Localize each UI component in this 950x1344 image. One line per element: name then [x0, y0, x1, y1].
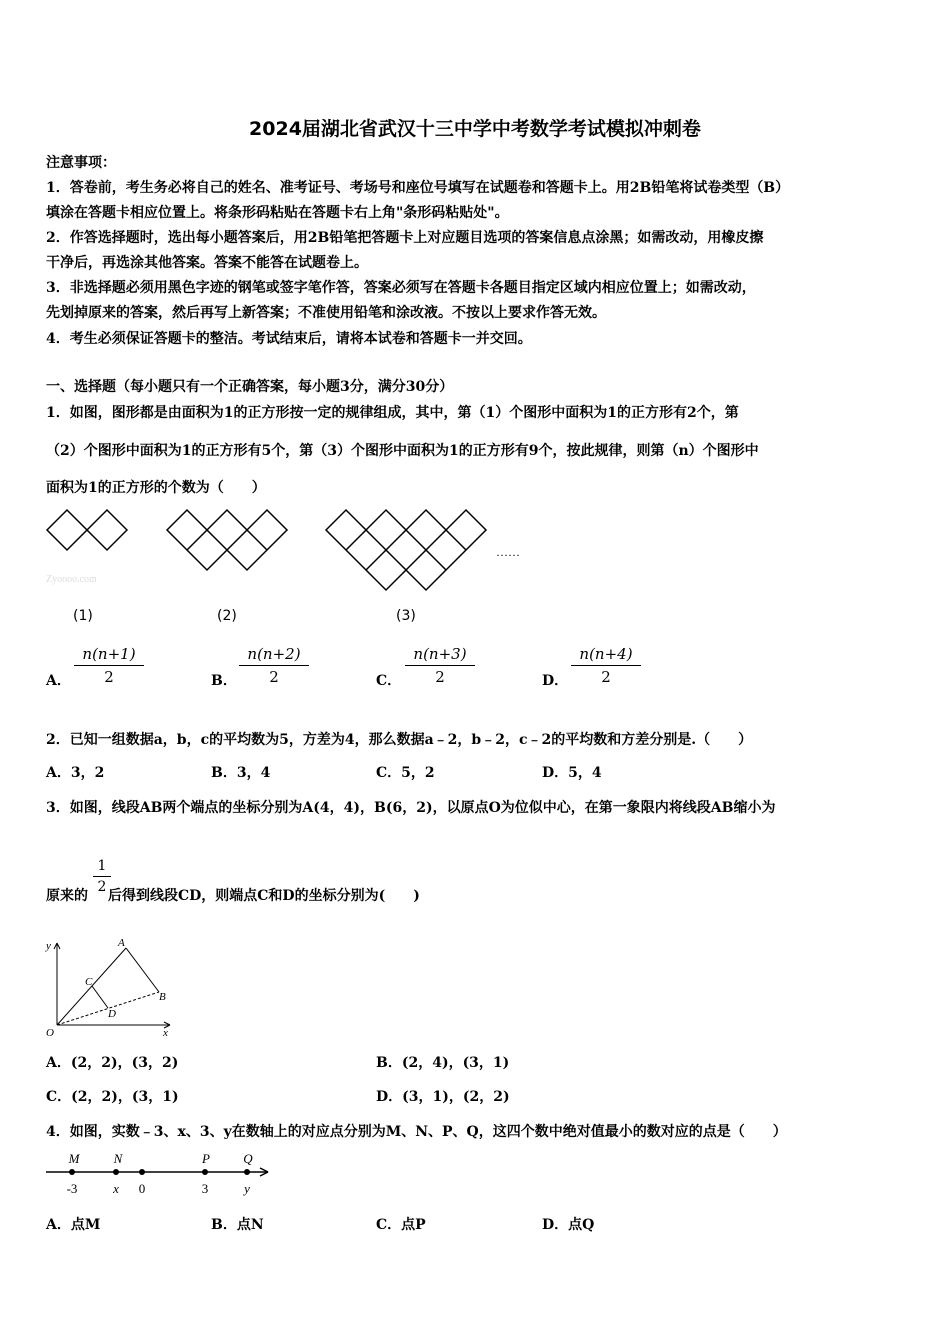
q3-option-d: D．(3，1)，(2，2): [376, 1089, 510, 1105]
q2-option-c: C．5，2: [376, 765, 435, 781]
point-value: y: [244, 1181, 250, 1196]
figure-caption: (2): [217, 608, 237, 624]
notice-line: 1．答卷前，考生务必将自己的姓名、准考证号、考场号和座位号填写在试题卷和答题卡上。用2B铅笔将试卷类型（B）: [46, 180, 790, 196]
option-b-fraction: [239, 645, 309, 686]
point-label-N: N: [113, 1151, 123, 1166]
fraction-denominator: 2: [601, 668, 611, 686]
q1-text: 面积为1的正方形的个数为（ ）: [46, 480, 266, 496]
option-c-fraction: [405, 645, 475, 686]
page-title: 2024届湖北省武汉十三中学中考数学考试模拟冲刺卷: [249, 118, 701, 140]
q4-number-line-figure: [40, 1145, 280, 1200]
ellipsis: ……: [496, 545, 520, 559]
q1-square-pattern-figure: [40, 500, 540, 630]
figure-caption: (1): [73, 608, 93, 624]
q1-text: 1．如图，图形都是由面积为1的正方形按一定的规律组成，其中，第（1）个图形中面积为1的正方形有2个，第: [46, 405, 739, 421]
option-b-label: B．: [211, 673, 237, 689]
q3-option-b: B．(2，4)，(3，1): [376, 1055, 510, 1071]
figure-caption: (3): [396, 608, 416, 624]
axis-label-x: x: [163, 1027, 168, 1039]
fraction-numerator: n(n+2): [239, 645, 309, 666]
point-value: x: [113, 1181, 119, 1196]
fraction-numerator: n(n+4): [571, 645, 641, 666]
notice-line: 4．考生必须保证答题卡的整洁。考试结束后，请将本试卷和答题卡一并交回。: [46, 331, 532, 347]
point-dot: [69, 1169, 75, 1175]
fraction-numerator: n(n+3): [405, 645, 475, 666]
segment-AB: [126, 948, 159, 992]
q3-coordinate-figure: [40, 935, 180, 1040]
point-label-C: C: [85, 976, 93, 988]
point-label-M: M: [68, 1151, 80, 1166]
q2-option-d: D．5，4: [542, 765, 602, 781]
option-d-fraction: [571, 645, 641, 686]
q4-option-c: C．点P: [376, 1217, 426, 1233]
point-label-B: B: [159, 991, 166, 1003]
point-value: 3: [201, 1181, 209, 1196]
notice-line: 3．非选择题必须用黑色字迹的钢笔或签字笔作答，答案必须写在答题卡各题目指定区域内相应位置上；如需改动，: [46, 280, 756, 296]
q4-option-a: A．点M: [46, 1217, 101, 1233]
fraction-denominator: 2: [97, 879, 107, 895]
point-dot: [113, 1169, 119, 1175]
axis-label-y: y: [46, 940, 51, 952]
fraction-numerator: n(n+1): [74, 645, 144, 666]
fraction-denominator: 2: [104, 668, 114, 686]
fraction-denominator: 2: [269, 668, 279, 686]
point-label-P: P: [202, 1151, 210, 1166]
fraction-numerator: 1: [93, 858, 111, 877]
option-a-fraction: [74, 645, 144, 686]
segment-CD: [92, 986, 108, 1008]
notice-line: 填涂在答题卡相应位置上。将条形码粘贴在答题卡右上角"条形码粘贴处"。: [46, 205, 509, 221]
notice-line: 先划掉原来的答案，然后再写上新答案；不准使用铅笔和涂改液。不按以上要求作答无效。: [46, 305, 606, 321]
fraction-denominator: 2: [435, 668, 445, 686]
watermark: Zyoooo.com: [46, 574, 97, 585]
section-heading: 一、选择题（每小题只有一个正确答案，每小题3分，满分30分）: [46, 379, 454, 395]
point-dot: [139, 1169, 145, 1175]
option-c-label: C．: [376, 673, 402, 689]
point-dot: [244, 1169, 250, 1175]
point-label-Q: Q: [243, 1151, 253, 1166]
q3-half-fraction: [93, 858, 111, 895]
q1-text: （2）个图形中面积为1的正方形有5个，第（3）个图形中面积为1的正方形有9个，按此规律，则第（n）个图形中: [46, 443, 759, 459]
point-value: 0: [138, 1181, 146, 1196]
notice-line: 干净后，再选涂其他答案。答案不能答在试题卷上。: [46, 255, 368, 271]
point-dot: [202, 1169, 208, 1175]
q3-text-post: 后得到线段CD，则端点C和D的坐标分别为( ): [108, 888, 420, 904]
q3-text: 3．如图，线段AB两个端点的坐标分别为A(4，4)，B(6，2)，以原点O为位似中心，在第一象限内将线段AB缩小为: [46, 800, 776, 816]
q2-text: 2．已知一组数据a，b，c的平均数为5，方差为4，那么数据a﹣2，b﹣2，c﹣2的平均数和方差分别是.（ ）: [46, 732, 753, 748]
q3-option-a: A．(2，2)，(3，2): [46, 1055, 179, 1071]
option-a-label: A．: [46, 673, 71, 689]
q3-text-pre: 原来的: [46, 888, 88, 904]
q4-option-d: D．点Q: [542, 1217, 595, 1233]
point-label-D: D: [108, 1008, 116, 1020]
q2-option-b: B．3，4: [211, 765, 271, 781]
option-d-label: D．: [542, 673, 569, 689]
notice-line: 2．作答选择题时，选出每小题答案后，用2B铅笔把答题卡上对应题目选项的答案信息点涂黑；如需改动，用橡皮擦: [46, 230, 764, 246]
q2-option-a: A．3，2: [46, 765, 105, 781]
q3-option-c: C．(2，2)，(3，1): [46, 1089, 179, 1105]
notice-heading: 注意事项：: [46, 155, 116, 171]
origin-label: O: [46, 1027, 54, 1039]
point-label-A: A: [118, 937, 125, 949]
q4-option-b: B．点N: [211, 1217, 264, 1233]
point-value: -3: [66, 1181, 78, 1196]
q4-text: 4．如图，实数﹣3、x、3、y在数轴上的对应点分别为M、N、P、Q，这四个数中绝对值最小的数对应的点是（ ）: [46, 1124, 787, 1140]
